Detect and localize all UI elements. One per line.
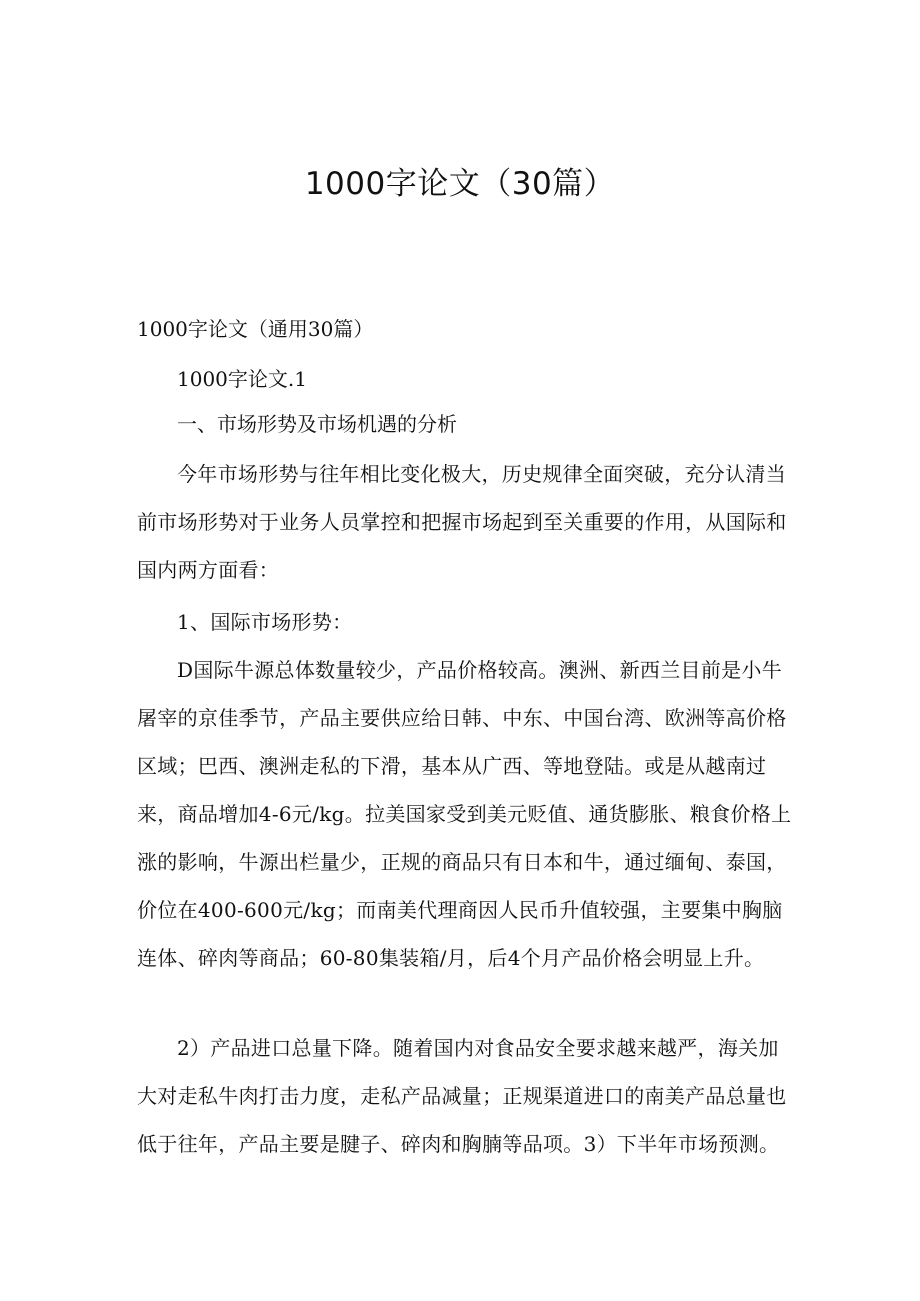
document-title: 1000字论文（30篇） bbox=[304, 166, 616, 202]
paragraph-international-heading: 1、国际市场形势： bbox=[177, 610, 353, 634]
paragraph-market-overview: 今年市场形势与往年相比变化极大，历史规律全面突破，充分认清当前市场形势对于业务人员掌控和把握市场起到至关重要的作用，从国际和国内两方面看： bbox=[137, 462, 787, 582]
paragraph-international-detail: D国际牛源总体数量较少，产品价格较高。澳洲、新西兰目前是小牛屠宰的京佳季节，产品主要供应给日韩、中东、中国台湾、欧洲等高价格区域；巴西、澳洲走私的下滑，基本从广西、等地登陆。或是从越南过来，商品增加4-6元/kg。拉美国家受到美元贬值、通货膨胀、粮食价格上涨的影响，牛源出栏量少，正规的商品只有日本和牛，通过缅甸、泰国，价位在400-600元/kg；而南美代理商因人民币升值较强，主要集中胸脑连体、碎肉等商品；60-80集装箱/月，后4个月产品价格会明显上升。 bbox=[137, 658, 792, 970]
section-heading: 一、市场形势及市场机遇的分析 bbox=[177, 412, 457, 436]
document-subtitle: 1000字论文（通用30篇） bbox=[137, 317, 374, 341]
section-label: 1000字论文.1 bbox=[177, 367, 307, 391]
paragraph-import-decline: 2）产品进口总量下降。随着国内对食品安全要求越来越严，海关加大对走私牛肉打击力度，走私产品减量；正规渠道进口的南美产品总量也低于往年，产品主要是腱子、碎肉和胸腩等品项。3）下半年市场预测。 bbox=[137, 1036, 787, 1156]
